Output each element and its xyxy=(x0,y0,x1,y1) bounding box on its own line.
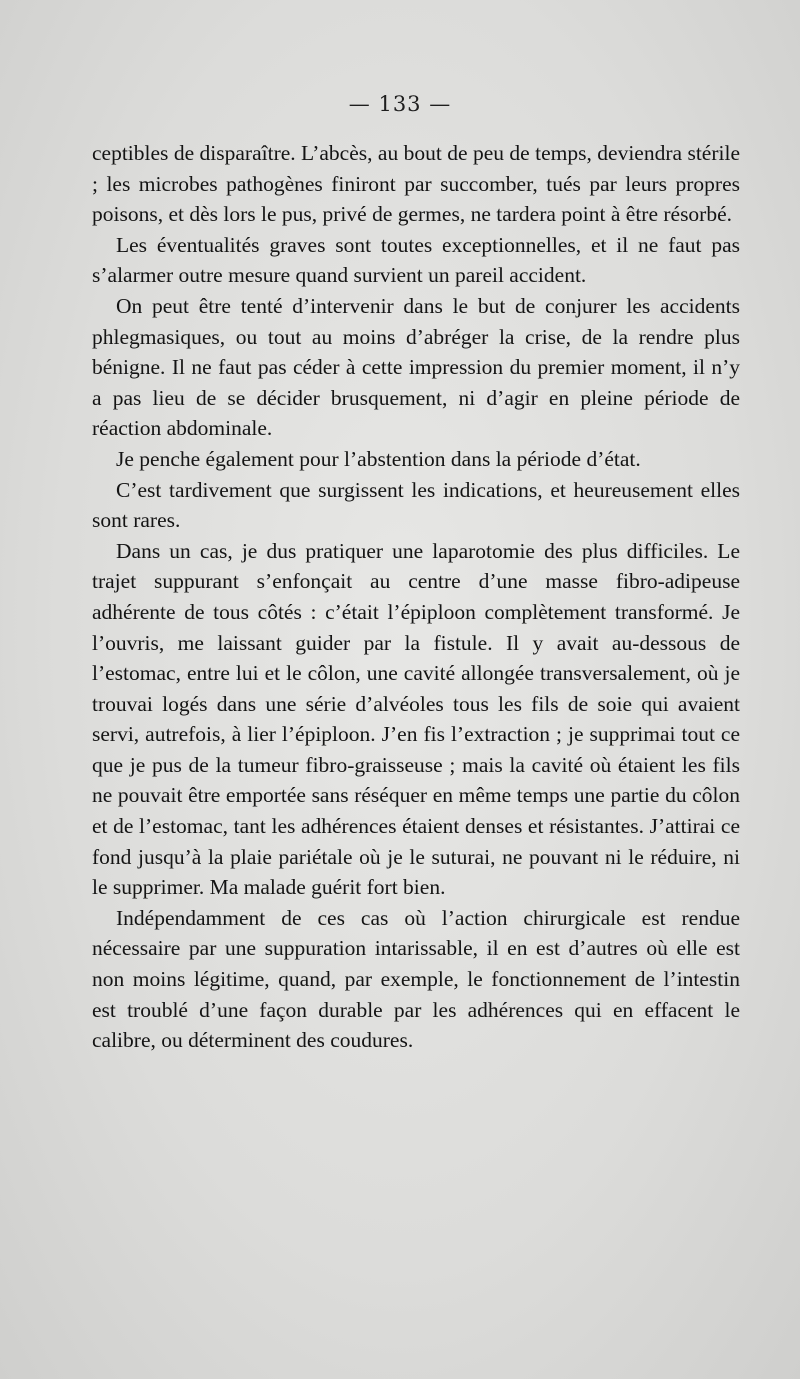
body-text xyxy=(92,138,740,1056)
paragraph: Les éventualités graves sont toutes exceptionnelles, et il ne faut pas s’alarmer outre mesure quand survient un pareil accident. xyxy=(92,232,740,288)
paragraph: C’est tardivement que surgissent les indications, et heureusement elles sont rares. xyxy=(92,477,740,533)
paragraph: On peut être tenté d’intervenir dans le but de conjurer les accidents phlegmasiques, ou tout au moins d’abréger la crise, de la rendre plus bénigne. Il ne faut pas céder à cette impression du premier moment, il n’y a pas lieu de se décider brusquement, ni d’agir en pleine période de réaction abdominale. xyxy=(92,293,740,441)
paragraph: Je penche également pour l’abstention dans la période d’état. xyxy=(116,446,641,471)
paragraph: ceptibles de disparaître. L’abcès, au bout de peu de temps, deviendra stérile ; les microbes pathogènes finiront par succomber, tués par leurs propres poisons, et dès lors le pus, privé de germes, ne tardera point à être résorbé. xyxy=(92,141,740,227)
paragraph: Dans un cas, je dus pratiquer une laparotomie des plus difficiles. Le trajet suppurant s’enfonçait au centre d’une masse fibro-adipeuse adhérente de tous côtés : c’était l’épiploon complètement transformé. Je l’ouvris, me laissant guider par la fistule. Il y avait au-dessous de l’estomac, entre lui et le côlon, une cavité allongée transversalement, où je trouvai logés dans une série d’alvéoles tous les fils de soie qui avaient servi, autrefois, à lier l’épiploon. J’en fis l’extraction ; je supprimai tout ce que je pus de la tumeur fibro-graisseuse ; mais la cavité où étaient les fils ne pouvait être emportée sans réséquer en même temps une partie du côlon et de l’estomac, tant les adhérences étaient denses et résistantes. J’attirai ce fond jusqu’à la plaie pariétale où je le suturai, ne pouvant ni le réduire, ni le supprimer. Ma malade guérit fort bien. xyxy=(92,538,740,900)
paragraph: Indépendamment de ces cas où l’action chirurgicale est rendue nécessaire par une suppuration intarissable, il en est d’autres où elle est non moins légitime, quand, par exemple, le fonctionnement de l’intestin est troublé d’une façon durable par les adhérences qui en effacent le calibre, ou déterminent des coudures. xyxy=(92,905,740,1053)
page-number: — 133 — xyxy=(348,92,452,116)
